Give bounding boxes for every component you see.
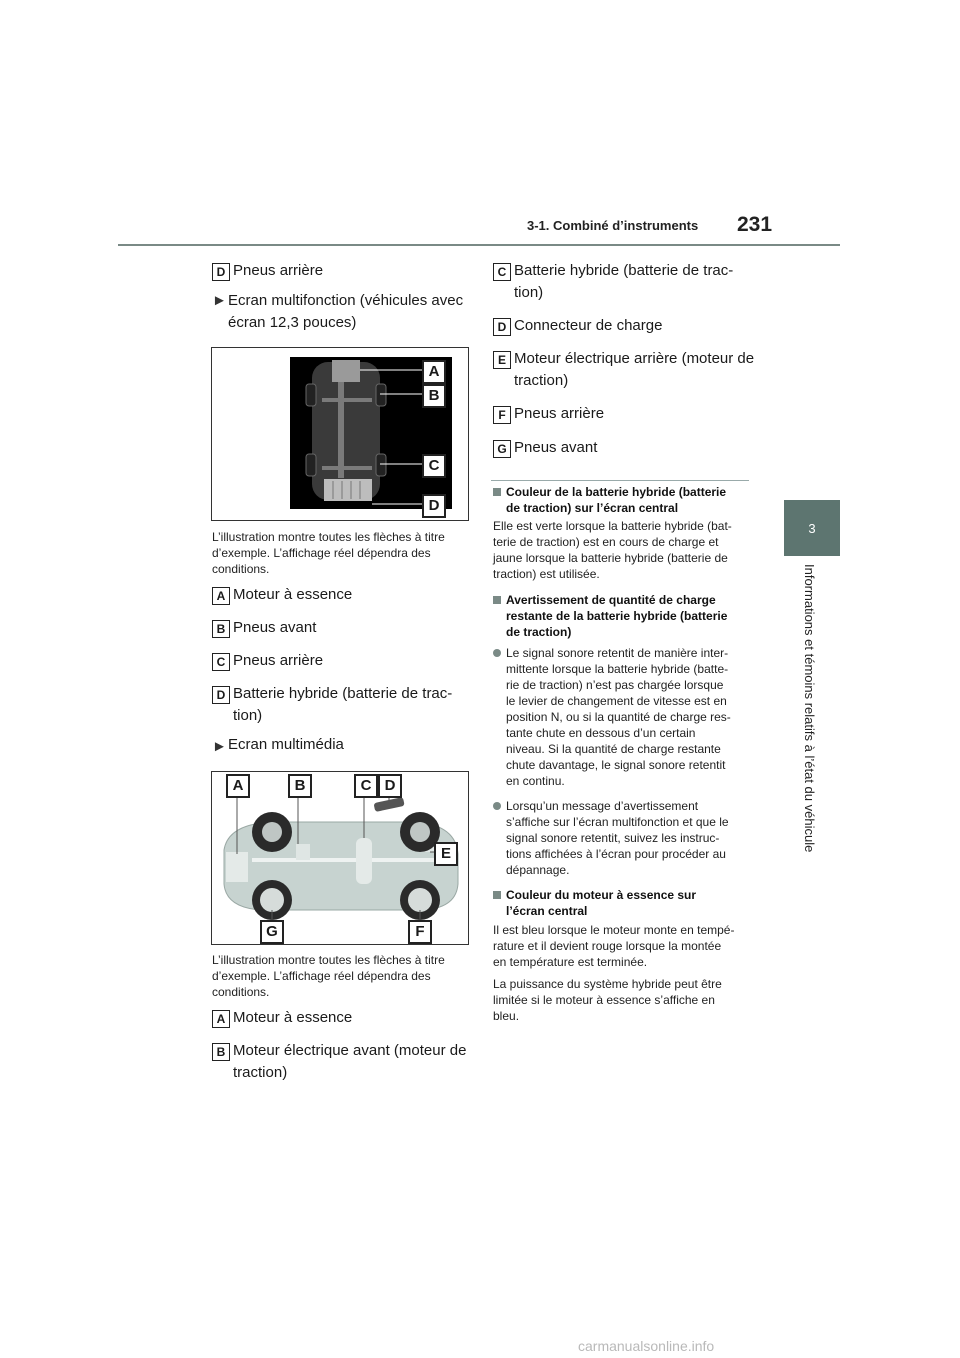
chapter-number: 3: [808, 520, 816, 536]
fig2-label-b: B: [288, 774, 312, 798]
bullet-line: mittente lorsque la batterie hybride (batte-: [506, 662, 729, 676]
caption-line: L’illustration montre toutes les flèches à titre: [212, 530, 445, 544]
square-bullet-icon: [493, 488, 501, 496]
fig2-label-e: E: [434, 842, 458, 866]
fig1-label-c: C: [422, 454, 446, 478]
subsection-heading: Avertissement de quantité de charge: [506, 593, 716, 607]
bullet-heading-cont: écran 12,3 pouces): [228, 314, 357, 331]
footer-watermark[interactable]: carmanualsonline.info: [578, 1338, 715, 1354]
paragraph-line: terie de traction) est en cours de charge et: [493, 535, 719, 549]
fig1-label-b: B: [422, 384, 446, 408]
paragraph-line: La puissance du système hybride peut être: [493, 977, 722, 991]
bullet-line: rie de traction) n’est pas chargée lorsque: [506, 678, 724, 692]
arrow-bullet-icon: ►: [212, 292, 227, 309]
fig1-label-a: A: [422, 360, 446, 384]
list-item-cont: traction): [514, 372, 569, 389]
bullet-line: s’affiche sur l’écran multifonction et que le: [506, 815, 729, 829]
bullet-line: dépannage.: [506, 863, 570, 877]
badge-a: A: [212, 1010, 230, 1028]
caption-line: d’exemple. L’affichage réel dépendra des: [212, 969, 431, 983]
bullet-line: le levier de changement de vitesse est en: [506, 694, 727, 708]
paragraph-line: limitée si le moteur à essence s’affiche en: [493, 993, 715, 1007]
bullet-line: chute davantage, le signal sonore retentit: [506, 758, 726, 772]
caption-line: d’exemple. L’affichage réel dépendra des: [212, 546, 431, 560]
paragraph-line: traction) est utilisée.: [493, 567, 600, 581]
subsection-heading: l’écran central: [506, 904, 588, 918]
bullet-line: tante chute en dessous d’un certain: [506, 726, 696, 740]
subsection-heading: Couleur de la batterie hybride (batterie: [506, 485, 727, 499]
bullet-heading: Ecran multimédia: [228, 736, 344, 753]
subsection-heading: restante de la batterie hybride (batterie: [506, 609, 728, 623]
badge-c: C: [493, 263, 511, 281]
figure-multimedia-display: [211, 771, 469, 945]
bullet-line: en continu.: [506, 774, 565, 788]
chapter-title-strip: [784, 560, 840, 980]
badge-e: E: [493, 351, 511, 369]
list-item-cont: tion): [514, 284, 544, 301]
circle-bullet-icon: [493, 802, 501, 810]
subsection-heading: Couleur du moteur à essence sur: [506, 888, 697, 902]
fig2-label-a: A: [226, 774, 250, 798]
paragraph-line: rature et il devient rouge lorsque la montée: [493, 939, 722, 953]
list-item-cont: tion): [233, 707, 263, 724]
paragraph-line: bleu.: [493, 1009, 520, 1023]
fig2-label-d: D: [378, 774, 402, 798]
chapter-title: Informations et témoins relatifs à l’état du véhicule: [802, 564, 817, 853]
bullet-line: niveau. Si la quantité de charge restante: [506, 742, 721, 756]
badge-c: C: [212, 653, 230, 671]
circle-bullet-icon: [493, 649, 501, 657]
fig2-label-g: G: [260, 920, 284, 944]
list-item-cont: traction): [233, 1064, 288, 1081]
square-bullet-icon: [493, 891, 501, 899]
section-title: 3-1. Combiné d’instruments: [527, 218, 699, 233]
fig2-label-c: C: [354, 774, 378, 798]
subsection-heading: de traction): [506, 625, 572, 639]
badge-f: F: [493, 406, 511, 424]
subsection-heading: de traction) sur l’écran central: [506, 501, 679, 515]
bullet-line: Lorsqu’un message d’avertissement: [506, 799, 699, 813]
badge-g: G: [493, 440, 511, 458]
bullet-line: tions affichées à l’écran pour procéder au: [506, 847, 726, 861]
fig2-label-f: F: [408, 920, 432, 944]
paragraph-line: jaune lorsque la batterie hybride (batterie de: [493, 551, 728, 565]
header-rule: [118, 244, 840, 246]
arrow-bullet-icon: ►: [212, 738, 227, 755]
badge-d: D: [212, 686, 230, 704]
bullet-line: position N, ou si la quantité de charge res-: [506, 710, 731, 724]
chapter-tab[interactable]: [784, 500, 840, 556]
vehicle-side-view-light: [212, 772, 468, 944]
fig1-label-d: D: [422, 494, 446, 518]
badge-d: D: [212, 263, 230, 281]
square-bullet-icon: [493, 596, 501, 604]
caption-line: conditions.: [212, 985, 270, 999]
badge-b: B: [212, 620, 230, 638]
badge-a: A: [212, 587, 230, 605]
badge-d: D: [493, 318, 511, 336]
badge-b: B: [212, 1043, 230, 1061]
paragraph-line: Il est bleu lorsque le moteur monte en tempé-: [493, 923, 735, 937]
caption-line: conditions.: [212, 562, 270, 576]
page-number: 231: [737, 213, 773, 236]
paragraph-line: en température est terminée.: [493, 955, 648, 969]
bullet-heading: Ecran multifonction (véhicules avec: [228, 292, 464, 309]
caption-line: L’illustration montre toutes les flèches à titre: [212, 953, 445, 967]
figure-multifunction-display: [211, 347, 469, 521]
bullet-line: signal sonore retentit, suivez les instruc-: [506, 831, 720, 845]
section-divider: [491, 480, 749, 481]
paragraph-line: Elle est verte lorsque la batterie hybride (bat-: [493, 519, 732, 533]
bullet-line: Le signal sonore retentit de manière inter-: [506, 646, 729, 660]
